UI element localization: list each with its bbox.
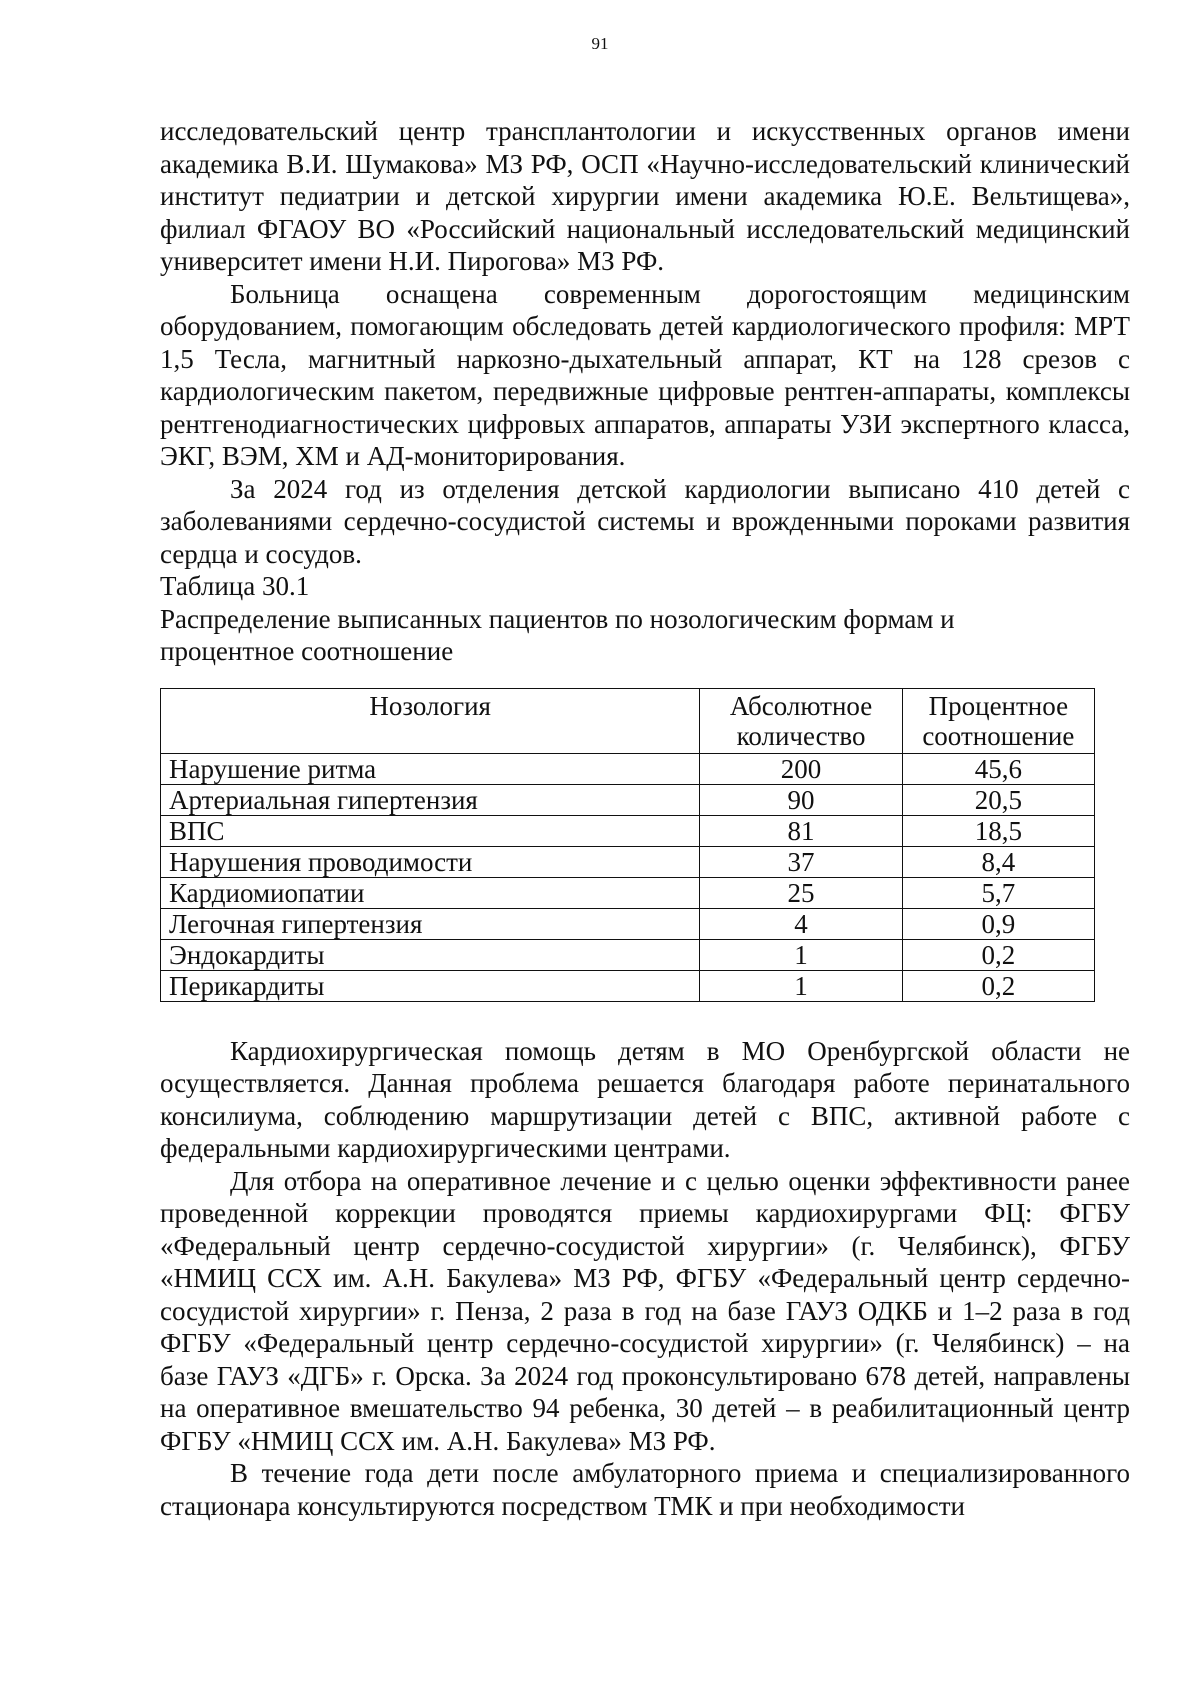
cell-absolute: 1 [700, 939, 902, 970]
cell-percent: 5,7 [902, 877, 1094, 908]
cell-nosology: ВПС [161, 815, 700, 846]
cell-nosology: Легочная гипертензия [161, 908, 700, 939]
cell-percent: 0,2 [902, 939, 1094, 970]
cell-nosology: Кардиомиопатии [161, 877, 700, 908]
paragraph-cardiosurgery: Кардиохирургическая помощь детям в МО Оренбургской области не осуществляется. Данная проблема решается благодаря работе перинатального консилиума, соблюдению маршрутизации детей с ВПС, активной работе с федеральными кардиохирургическими центрами. [160, 1035, 1130, 1163]
header-absolute-line-1: Абсолютное [729, 690, 873, 721]
cell-absolute: 200 [700, 753, 902, 784]
page-number: 91 [591, 34, 609, 53]
header-percent-line-2: соотношение [922, 720, 1075, 751]
table-row [161, 908, 1095, 939]
header-percent-line-1: Процентное [928, 690, 1069, 721]
cell-nosology: Эндокардиты [161, 939, 700, 970]
cell-absolute: 37 [700, 846, 902, 877]
table-row [161, 815, 1095, 846]
document-body [160, 115, 1130, 1522]
cell-percent: 20,5 [902, 784, 1094, 815]
table-label: Таблица 30.1 [160, 571, 310, 601]
cell-nosology: Артериальная гипертензия [161, 784, 700, 815]
header-nosology: Нозология [161, 688, 700, 753]
cell-percent: 0,9 [902, 908, 1094, 939]
cell-absolute: 4 [700, 908, 902, 939]
cell-nosology: Нарушения проводимости [161, 846, 700, 877]
paragraph-equipment: Больница оснащена современным дорогостоящим медицинским оборудованием, помогающим обследовать детей кардиологического профиля: МРТ 1,5 Тесла, магнитный наркозно-дыхательный аппарат, КТ на 128 срезов с кардиологическим пакетом, передвижные цифровые рентген-аппараты, комплексы рентгенодиагностических цифровых аппаратов, аппараты УЗИ экспертного класса, ЭКГ, ВЭМ, ХМ и АД-мониторирования. [160, 278, 1130, 471]
paragraph-discharged: За 2024 год из отделения детской кардиологии выписано 410 детей с заболеваниями сердечно-сосудистой системы и врожденными пороками развития сердца и сосудов. [160, 473, 1130, 569]
paragraph-continuation: исследовательский центр трансплантологии и искусственных органов имени академика В.И. Шумакова» МЗ РФ, ОСП «Научно-исследовательский клинический институт педиатрии и детской хирургии имени академика Ю.Е. Вельтищева», филиал ФГАОУ ВО «Российский национальный исследовательский медицинский университет имени Н.И. Пирогова» МЗ РФ. [160, 116, 1130, 276]
cell-absolute: 25 [700, 877, 902, 908]
cell-percent: 8,4 [902, 846, 1094, 877]
header-absolute [700, 688, 902, 753]
header-absolute-line-2: количество [736, 720, 866, 751]
cell-absolute: 81 [700, 815, 902, 846]
table-row [161, 784, 1095, 815]
paragraph-consultations: Для отбора на оперативное лечение и с целью оценки эффективности ранее проведенной коррекции проводятся приемы кардиохирургами ФЦ: ФГБУ «Федеральный центр сердечно-сосудистой хирургии» (г. Челябинск), ФГБУ «НМИЦ ССХ им. А.Н. Бакулева» МЗ РФ, ФГБУ «Федеральный центр сердечно-сосудистой хирургии» г. Пенза, 2 раза в год на базе ГАУЗ ОДКБ и 1–2 раза в год ФГБУ «Федеральный центр сердечно-сосудистой хирургии» (г. Челябинск) – на базе ГАУЗ «ДГБ» г. Орска. За 2024 год проконсультировано 678 детей, направлены на оперативное вмешательство 94 ребенка, 30 детей – в реабилитационный центр ФГБУ «НМИЦ ССХ им. А.Н. Бакулева» МЗ РФ. [160, 1165, 1130, 1456]
table-header-row [161, 688, 1095, 753]
table-row [161, 846, 1095, 877]
header-percent [902, 688, 1094, 753]
table-row [161, 970, 1095, 1001]
table-row [161, 877, 1095, 908]
cell-percent: 45,6 [902, 753, 1094, 784]
table-caption [160, 603, 1130, 668]
nosology-table [160, 688, 1095, 1002]
cell-nosology: Нарушение ритма [161, 753, 700, 784]
cell-absolute: 90 [700, 784, 902, 815]
table-row [161, 939, 1095, 970]
table-row [161, 753, 1095, 784]
table-caption-line-2: процентное соотношение [160, 636, 454, 666]
paragraph-telemedicine: В течение года дети после амбулаторного приема и специализированного стационара консультируются посредством ТМК и при необходимости [160, 1458, 1130, 1521]
cell-percent: 0,2 [902, 970, 1094, 1001]
table-caption-line-1: Распределение выписанных пациентов по нозологическим формам и [160, 603, 955, 634]
cell-absolute: 1 [700, 970, 902, 1001]
cell-nosology: Перикардиты [161, 970, 700, 1001]
cell-percent: 18,5 [902, 815, 1094, 846]
